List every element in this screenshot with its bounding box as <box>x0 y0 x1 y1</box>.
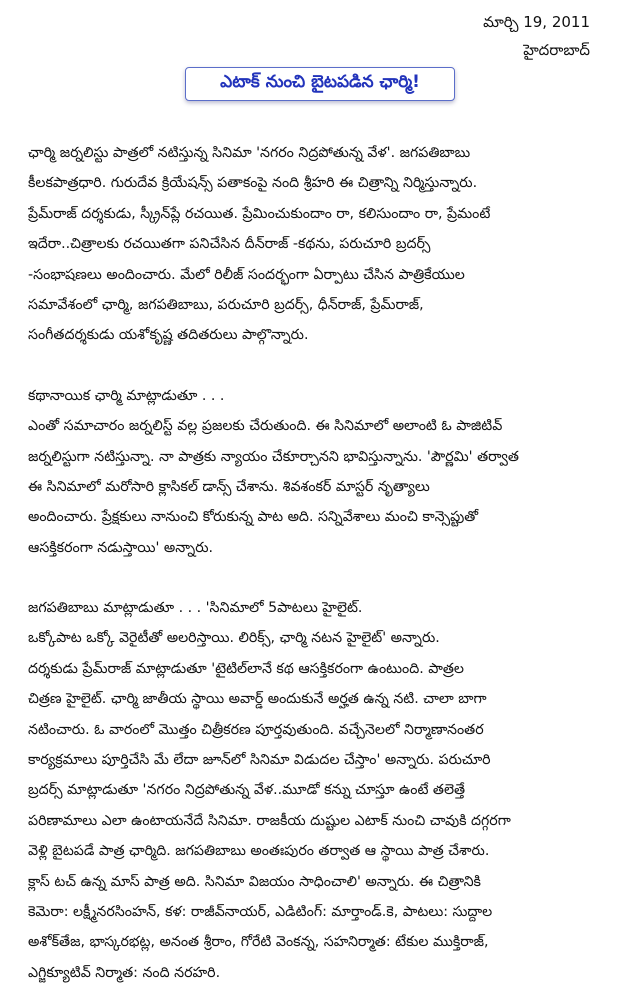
paragraph-gap <box>28 351 614 381</box>
text-line: వెళ్లి బైటపడే పాత్ర ఛార్మిది. జగపతిబాబు అంతఃపురం తర్వాత ఆ స్థాయి పాత్ర చేశారు. <box>28 843 490 860</box>
text-line: కార్యక్రమాలు పూర్తిచేసి మే లేదా జూన్‌లో సినిమా విడుదల చేస్తాం' అన్నారు. పరుచూరి <box>28 752 491 769</box>
text-line: ఆసక్తికరంగా నడుస్తాయి' అన్నారు. <box>28 539 214 556</box>
text-line: ప్రేమ్‌రాజ్ దర్శకుడు, స్క్రీన్‌ప్లే రచయిత. ప్రేమించుకుందాం రా, కలిసుందాం రా, ప్రేమంటే <box>28 205 491 222</box>
text-line: కథానాయిక ఛార్మి మాట్లాడుతూ . . . <box>28 387 225 404</box>
text-line: సమావేశంలో ఛార్మి, జగపతిబాబు, పరుచూరి బ్రదర్స్, ధీన్‌రాజ్, ప్రేమ్‌రాజ్, <box>28 296 424 313</box>
text-line: జర్నలిస్టుగా నటిస్తున్నా. నా పాత్రకు న్యాయం చేకూర్చానని భావిస్తున్నాను. 'పౌర్ణమి' తర్వాత <box>28 448 519 465</box>
text-line: అందించారు. ప్రేక్షకులు నానుంచి కోరుకున్న పాట అది. సన్నివేశాలు మంచి కాన్సెప్టుతో <box>28 509 479 526</box>
paragraph <box>28 138 614 351</box>
text-line: -సంభాషణలు అందించారు. మేలో రిలీజ్ సందర్భంగా ఏర్పాటు చేసిన పాత్రికేయుల <box>28 266 465 283</box>
text-line: నటించారు. ఓ వారంలో మొత్తం చిత్రీకరణ పూర్తవుతుంది. వచ్చేనెలలో నిర్మాణానంతర <box>28 721 484 738</box>
text-line: క్లాస్ టచ్ ఉన్న మాస్ పాత్ర అది. సినిమా విజయం సాధించాలి' అన్నారు. ఈ చిత్రానికి <box>28 873 481 890</box>
text-line: ఇదేరా..చిత్రాలకు రచయితగా పనిచేసిన దీన్‌రాజ్ -కథను, పరుచూరి బ్రదర్స్ <box>28 236 431 253</box>
text-line: అశోక్‌తేజ, భాస్కరభట్ల, అనంత శ్రీరాం, గోరేటి వెంకన్న, సహనిర్మాత: టేకుల ముక్తిరాజ్, <box>28 934 489 951</box>
text-line: జగపతిబాబు మాట్లాడుతూ . . . 'సినిమాలో 5పాటలు హైలైట్. <box>28 600 363 617</box>
text-line: ఎగ్జిక్యూటివ్ నిర్మాత: నంది నరహరి. <box>28 964 221 981</box>
date-text: మార్చి 19, 2011 <box>483 13 590 31</box>
text-line: ఛార్మి జర్నలిస్టు పాత్రలో నటిస్తున్న సినిమా 'నగరం నిద్రపోతున్న వేళ'. జగపతిబాబు <box>28 145 471 161</box>
text-line: కీలకపాత్రధారి. గురుదేవ క్రియేషన్స్ పతాకంపై నంది శ్రీహరి ఈ చిత్రాన్ని నిర్మిస్తున్నారు. <box>28 175 478 192</box>
text-line: పరిణామాలు ఎలా ఉంటాయనేదే సినిమా. రాజకీయ దుష్టుల ఎటాక్ నుంచి చావుకి దగ్గరగా <box>28 812 511 829</box>
article-title: ఎటాక్ నుంచి బైటపడిన ఛార్మి! <box>185 67 455 101</box>
place-text: హైదరాబాద్ <box>523 41 590 59</box>
text-line: దర్శకుడు ప్రేమ్‌రాజ్ మాట్లాడుతూ 'టైటిల్‌లానే కథ ఆసక్తికరంగా ఉంటుంది. పాత్రల <box>28 660 464 677</box>
text-line: బ్రదర్స్ మాట్లాడుతూ 'నగరం నిద్రపోతున్న వేళ..మూడో కన్ను చూస్తూ ఉంటే తలెత్తే <box>28 782 466 799</box>
text-line: సంగీతదర్శకుడు యశోకృష్ణ తదితరులు పాల్గొన్నారు. <box>28 327 309 344</box>
text-line: ఎంతో సమాచారం జర్నలిస్ట్ వల్ల ప్రజలకు చేరుతుంది. ఈ సినిమాలో అలాంటి ఓ పాజిటివ్ <box>28 418 503 435</box>
text-line: చిత్రణ హైలైట్. ఛార్మి జాతీయ స్థాయి అవార్డ్ అందుకునే అర్హత ఉన్న నటి. చాలా బాగా <box>28 691 487 708</box>
paragraph <box>28 381 614 563</box>
text-line: ఒక్కోపాట ఒక్కో వెరైటీతో అలరిస్తాయి. లిరిక్స్, ఛార్మి నటన హైలైట్' అన్నారు. <box>28 630 440 647</box>
paragraph <box>28 593 614 988</box>
article-body <box>28 138 614 988</box>
paragraph-gap <box>28 563 614 593</box>
text-line: కెమెరా: లక్ష్మీనరసింహన్, కళ: రాజీవ్‌నాయర్, ఎడిటింగ్: మార్తాండ్.కె, పాటలు: సుద్దాల <box>28 903 493 920</box>
text-line: ఈ సినిమాలో మరోసారి క్లాసికల్ డాన్స్ చేశాను. శివశంకర్ మాస్టర్ నృత్యాలు <box>28 478 430 495</box>
dateline <box>483 8 590 64</box>
